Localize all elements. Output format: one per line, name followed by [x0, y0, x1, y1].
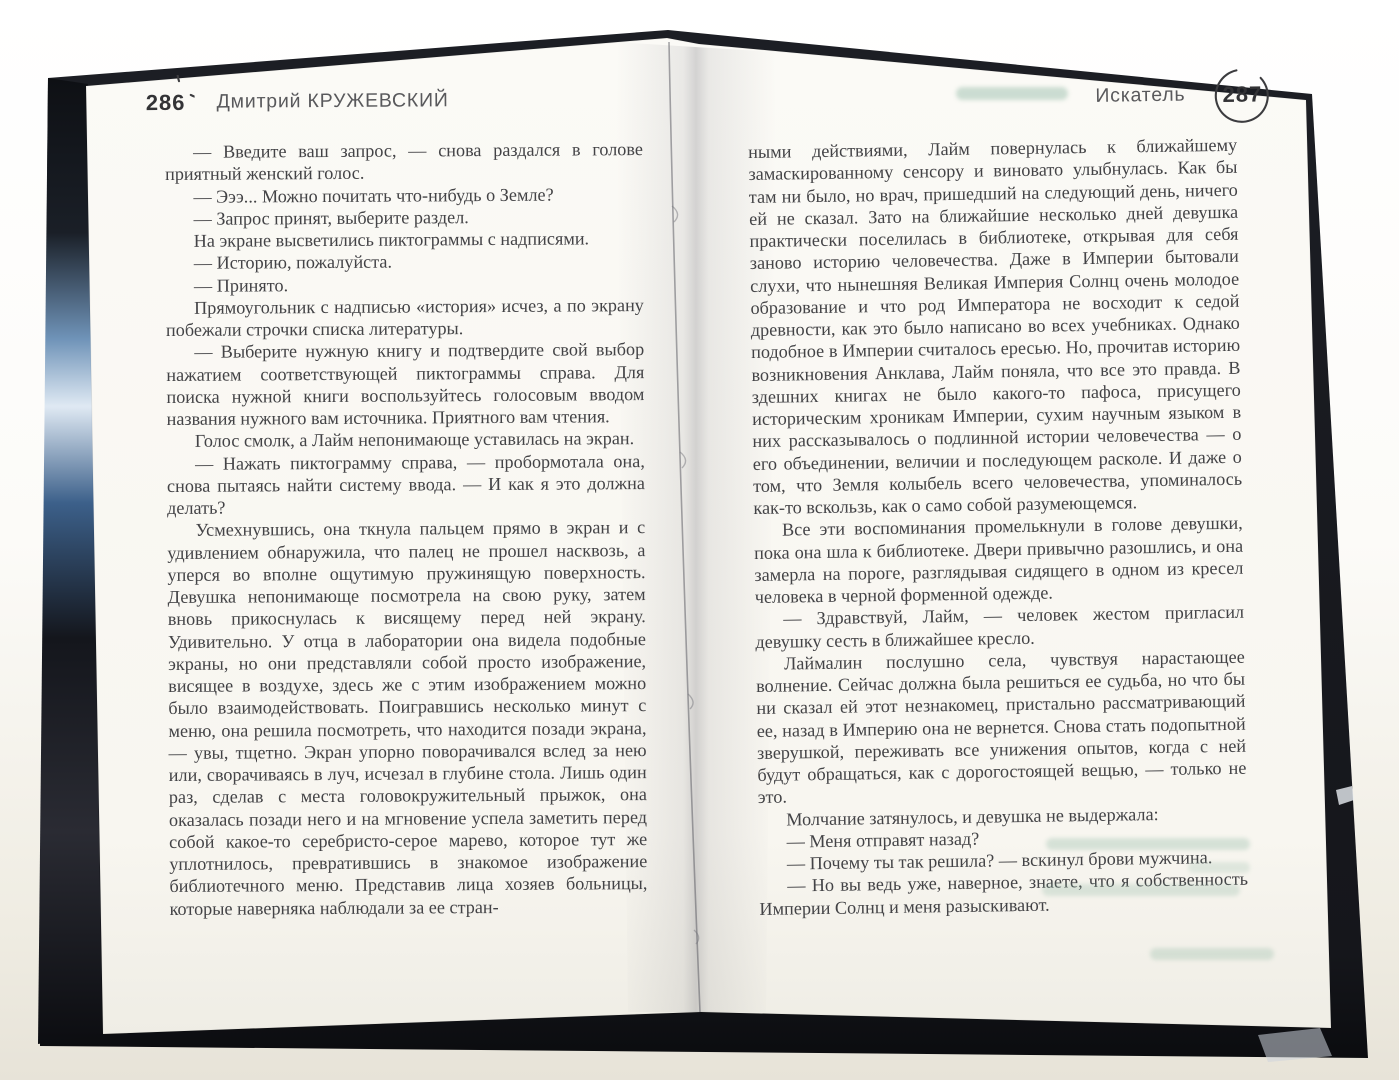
paragraph: Прямоугольник с надписью «история» исчез, а по экрану побежали строчки списка литературы.	[165, 294, 644, 340]
paragraph: — Принято.	[193, 274, 289, 296]
right-page-text	[748, 134, 1248, 920]
paragraph: — Историю, пожалуйста.	[193, 251, 393, 274]
page-number: 287	[1222, 81, 1263, 107]
paragraph: — Эээ... Можно почитать что-нибудь о Земле?	[193, 184, 554, 207]
paragraph: — Здравствуй, Лайм, — человек жестом пригласил девушку сесть в ближайшее кресло.	[755, 601, 1245, 652]
show-through-ghost	[956, 87, 1068, 100]
paragraph: Голос смолк, а Лайм непонимающе уставилась на экран.	[194, 428, 635, 452]
show-through-ghost	[1188, 862, 1250, 873]
show-through-ghost	[1042, 884, 1240, 896]
paragraph: — Почему ты так решила? — вскинул брови мужчина.	[786, 847, 1213, 874]
paragraph: На экране высветились пиктограммы с надписями.	[193, 228, 590, 251]
paragraph: Молчание затянулось, и девушка не выдержала:	[786, 803, 1159, 830]
paragraph: Все эти воспоминания промелькнули в голове девушки, пока она шла к библиотеке. Двери привычно разошлись, и она замерла на пороге, разглядывая сидящего в одном из кресел человека в черной форменной одежде.	[753, 512, 1244, 607]
page-number: 286	[145, 89, 186, 116]
show-through-ghost	[1046, 838, 1250, 850]
show-through-ghost	[1150, 948, 1274, 960]
paragraph: — Нажать пиктограмму справа, — пробормотала она, снова пытаясь найти систему ввода. — И как я это должна делать?	[166, 450, 646, 518]
paragraph: Усмехнувшись, она ткнула пальцем прямо в экран и с удивлением обнаружила, что палец не прошел насквозь, а уперся во вполне ощутимую пружинящую поверхность. Девушка непонимающе посмотрела на свою руку, затем вновь прикоснулась к висящему перед ней экрану. Удивительно. У отца в лаборатории она видела подобные экраны, но они представляли собой просто изображение, висящее в воздухе, здесь же с этим изображением можно было взаимодействовать. Поигравшись несколько минут с меню, она решила посмотреть, что находится позади экрана, — увы, тщетно. Экран упорно поворачивался вслед за нею или, сворачиваясь в луч, исчезал в глубине стола. Лишь один раз, сделав с места головокружительный прыжок, она оказалась позади него и на мгновение успела заметить перед собой какое-то серебристо-серое марево, которое тут же уплотнилось, превратившись в знакомое изображение библиотечного меню. Представив лица хозяев больницы, которые наверняка наблюдали за ее стран-	[167, 517, 648, 919]
paragraph: — Меня отправят назад?	[786, 828, 980, 852]
paragraph: — Запрос принят, выберите раздел.	[193, 206, 469, 229]
paragraph: ными действиями, Лайм повернулась к ближайшему замаскированному сенсору и виновато улыбнулась. Как бы там ни было, но врач, пришедший на следующий день, ничего ей не сказал. Зато на ближайшие несколько дней девушка практически поселилась в библиотеке, открывая для себя заново историю человечества. Даже в Империи бытовали слухи, что нынешняя Великая Империя Солнц очень молодое образование и что род Императора не восходит к седой древности, как это было написано во всех учебниках. Однако подобное в Империи считалось ересью. Но, прочитав историю возникновения Анклава, Лайм поняла, что все это правда. В здешних книгах не было какого-то пафоса, присущего историческим хроникам Империи, сухим научным языком в них рассказывалось о подлинной истории человечества — о его объединении, величии и последующем расколе. И даже о том, что Земля колыбель всего человечества, упоминалось как-то вскользь, как о само собой разумеющемся.	[748, 134, 1243, 518]
running-head-title: Искатель	[1095, 83, 1186, 107]
paragraph: — Введите ваш запрос, — снова раздался в голове приятный женский голос.	[165, 139, 643, 185]
paragraph: — Но вы ведь уже, наверное, знаете, что я собственность Империи Солнц и меня разыскивают.	[759, 868, 1249, 919]
paragraph: — Выберите нужную книгу и подтвердите свой выбор нажатием соответствующей пиктограммы справа. Для поиска нужной книги воспользуйтесь голосовым вводом названия нужного вам источника. Приятного вам чтения.	[166, 339, 645, 429]
running-head-author: Дмитрий КРУЖЕВСКИЙ	[216, 88, 449, 113]
paragraph: Лаймалин послушно села, чувствуя нарастающее волнение. Сейчас должна была решиться ее судьба, но что бы ни сказал ей этот незнакомец, пристально рассматривающий ее, назад в Империю она не вернется. Снова стать подопытной зверушкой, переживать все унижения опытов, когда с ней будут обращаться, как с дорогостоящей вещью, — только не это.	[755, 646, 1247, 808]
page-number-circle-right	[1213, 66, 1272, 125]
